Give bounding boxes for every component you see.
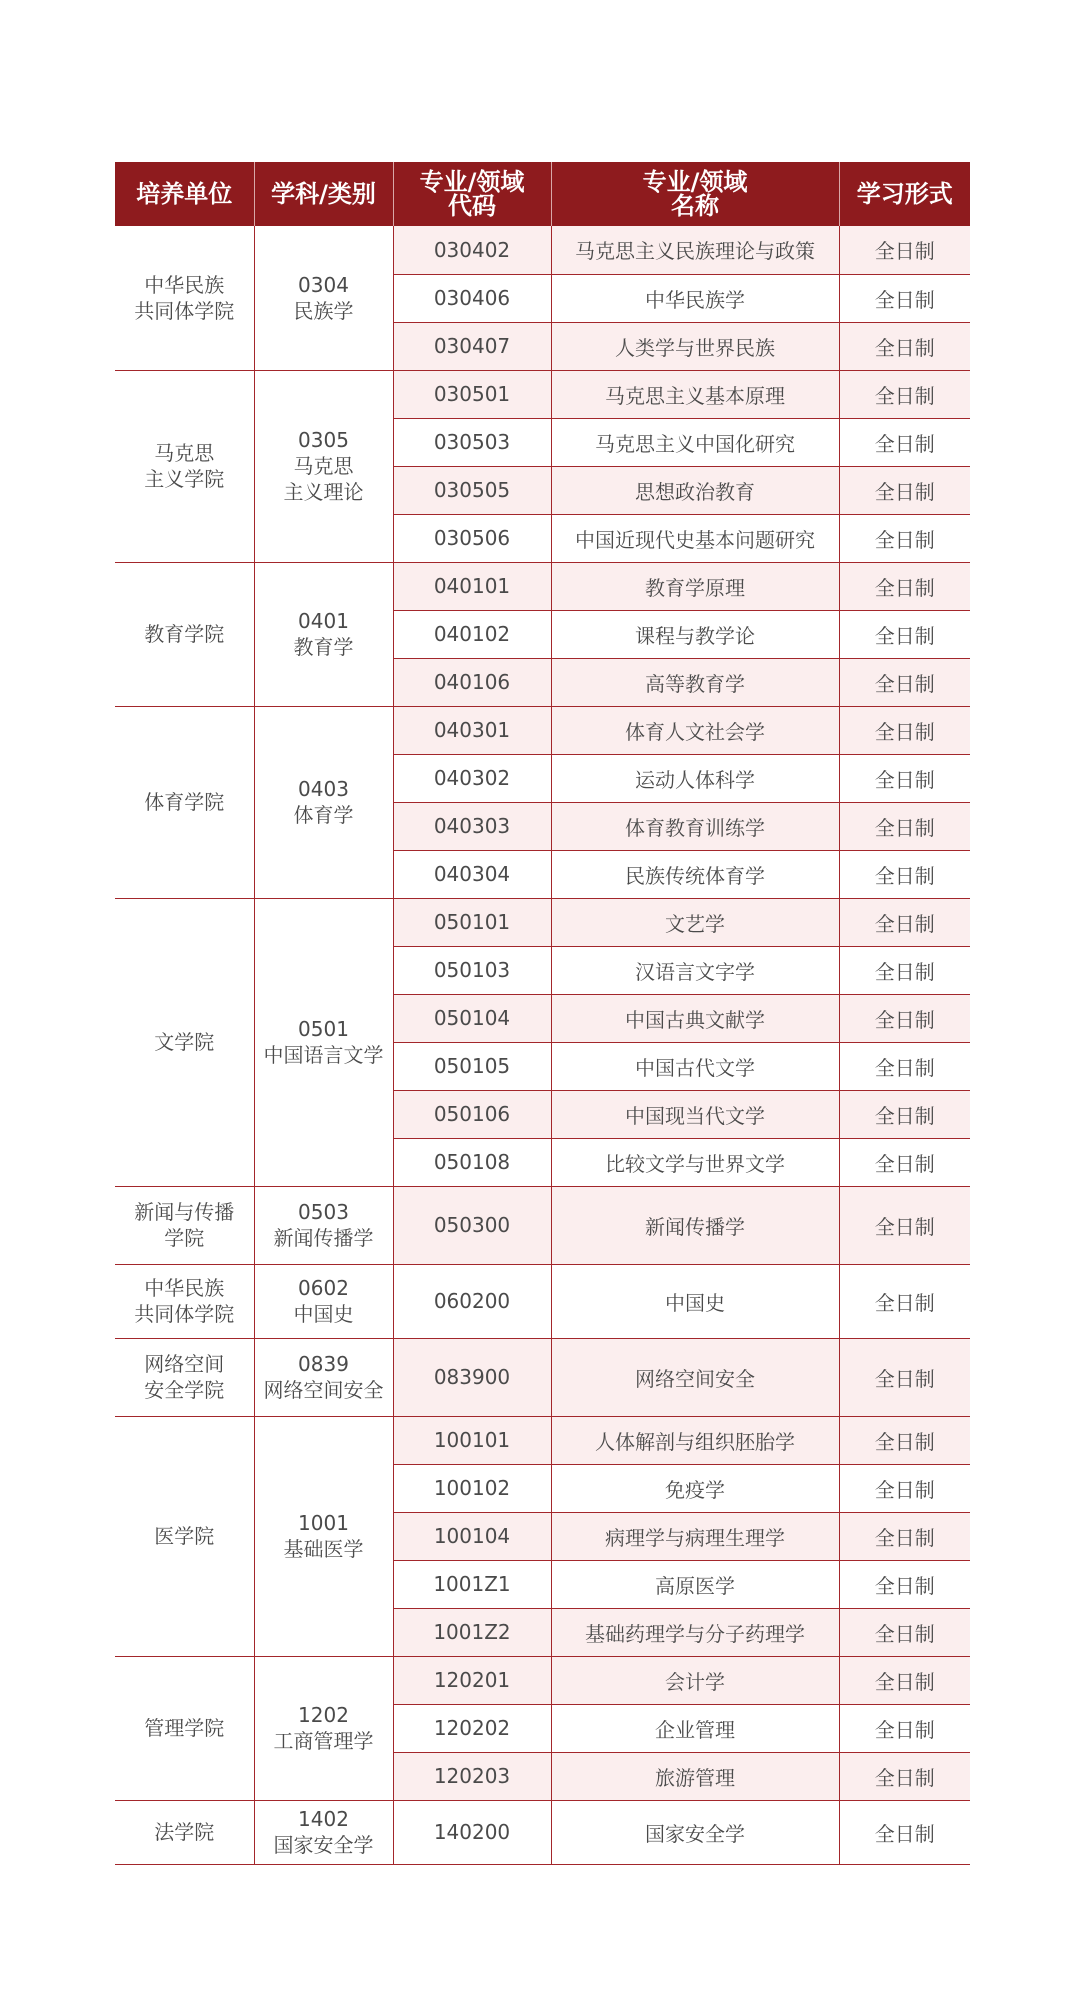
table-row (115, 370, 970, 418)
code-cell: 120201 (393, 1656, 551, 1704)
mode-cell: 全日制 (839, 1560, 970, 1608)
discipline-cell (254, 898, 393, 1186)
mode-cell: 全日制 (839, 1752, 970, 1800)
discipline-text: 0839 网络空间安全 (263, 1352, 384, 1402)
mode-cell: 全日制 (839, 1656, 970, 1704)
code-cell: 140200 (393, 1800, 551, 1864)
mode-cell: 全日制 (839, 802, 970, 850)
mode-cell: 全日制 (839, 994, 970, 1042)
mode-cell: 全日制 (839, 946, 970, 994)
code-cell: 1001Z1 (393, 1560, 551, 1608)
code-cell: 040304 (393, 850, 551, 898)
discipline-text: 0602 中国史 (293, 1276, 354, 1326)
discipline-cell (254, 1800, 393, 1864)
discipline-text: 0503 新闻传播学 (273, 1200, 374, 1250)
name-cell: 体育人文社会学 (551, 706, 839, 754)
name-cell: 马克思主义民族理论与政策 (551, 226, 839, 274)
name-cell: 汉语言文字学 (551, 946, 839, 994)
code-cell: 040101 (393, 562, 551, 610)
name-cell: 人体解剖与组织胚胎学 (551, 1416, 839, 1464)
discipline-cell (254, 226, 393, 370)
discipline-text: 0501 中国语言文学 (263, 1017, 384, 1067)
name-cell: 企业管理 (551, 1704, 839, 1752)
code-cell: 050101 (393, 898, 551, 946)
unit-text: 体育学院 (144, 790, 225, 814)
unit-text: 中华民族 共同体学院 (134, 1276, 235, 1326)
mode-cell: 全日制 (839, 1512, 970, 1560)
discipline-text: 1402 国家安全学 (273, 1807, 374, 1857)
name-cell: 文艺学 (551, 898, 839, 946)
code-cell: 040106 (393, 658, 551, 706)
name-cell: 高等教育学 (551, 658, 839, 706)
discipline-cell (254, 1656, 393, 1800)
table-row (115, 1800, 970, 1864)
name-cell: 教育学原理 (551, 562, 839, 610)
unit-cell (115, 1338, 254, 1416)
code-cell: 030505 (393, 466, 551, 514)
name-cell: 基础药理学与分子药理学 (551, 1608, 839, 1656)
name-cell: 中国古代文学 (551, 1042, 839, 1090)
code-cell: 040303 (393, 802, 551, 850)
mode-cell: 全日制 (839, 418, 970, 466)
code-cell: 060200 (393, 1264, 551, 1338)
table-row (115, 226, 970, 274)
unit-cell (115, 370, 254, 562)
name-cell: 思想政治教育 (551, 466, 839, 514)
header-discipline: 学科/类别 (254, 162, 393, 226)
table-row (115, 562, 970, 610)
name-cell: 国家安全学 (551, 1800, 839, 1864)
code-cell: 050108 (393, 1138, 551, 1186)
code-cell: 120202 (393, 1704, 551, 1752)
table-body (115, 226, 970, 1864)
code-cell: 030407 (393, 322, 551, 370)
name-cell: 中华民族学 (551, 274, 839, 322)
code-cell: 050104 (393, 994, 551, 1042)
name-cell: 马克思主义基本原理 (551, 370, 839, 418)
discipline-cell (254, 706, 393, 898)
mode-cell: 全日制 (839, 754, 970, 802)
header-unit: 培养单位 (115, 162, 254, 226)
mode-cell: 全日制 (839, 1608, 970, 1656)
mode-cell: 全日制 (839, 466, 970, 514)
mode-cell: 全日制 (839, 706, 970, 754)
mode-cell: 全日制 (839, 1416, 970, 1464)
discipline-cell (254, 562, 393, 706)
mode-cell: 全日制 (839, 610, 970, 658)
code-cell: 050103 (393, 946, 551, 994)
header-name: 专业/领域 名称 (551, 162, 839, 226)
name-cell: 新闻传播学 (551, 1186, 839, 1264)
name-cell: 体育教育训练学 (551, 802, 839, 850)
name-cell: 免疫学 (551, 1464, 839, 1512)
code-cell: 100102 (393, 1464, 551, 1512)
mode-cell: 全日制 (839, 370, 970, 418)
name-cell: 旅游管理 (551, 1752, 839, 1800)
unit-cell (115, 1416, 254, 1656)
discipline-text: 0401 教育学 (293, 609, 354, 659)
mode-cell: 全日制 (839, 1338, 970, 1416)
mode-cell: 全日制 (839, 1264, 970, 1338)
discipline-text: 0304 民族学 (293, 272, 354, 323)
code-cell: 040301 (393, 706, 551, 754)
name-cell: 课程与教学论 (551, 610, 839, 658)
mode-cell: 全日制 (839, 1800, 970, 1864)
table-row (115, 1186, 970, 1264)
table-row (115, 898, 970, 946)
code-cell: 1001Z2 (393, 1608, 551, 1656)
unit-text: 中华民族 共同体学院 (134, 272, 235, 323)
code-cell: 083900 (393, 1338, 551, 1416)
name-cell: 马克思主义中国化研究 (551, 418, 839, 466)
unit-text: 新闻与传播 学院 (134, 1200, 235, 1250)
unit-text: 管理学院 (144, 1716, 225, 1740)
header-mode: 学习形式 (839, 162, 970, 226)
code-cell: 050106 (393, 1090, 551, 1138)
code-cell: 050300 (393, 1186, 551, 1264)
unit-cell (115, 562, 254, 706)
discipline-text: 0305 马克思 主义理论 (283, 428, 364, 504)
code-cell: 030503 (393, 418, 551, 466)
code-cell: 120203 (393, 1752, 551, 1800)
mode-cell: 全日制 (839, 1186, 970, 1264)
mode-cell: 全日制 (839, 1138, 970, 1186)
programs-table (115, 162, 970, 1865)
name-cell: 民族传统体育学 (551, 850, 839, 898)
unit-text: 马克思 主义学院 (144, 441, 225, 491)
discipline-text: 0403 体育学 (293, 777, 354, 827)
table-row (115, 1416, 970, 1464)
code-cell: 040102 (393, 610, 551, 658)
name-cell: 比较文学与世界文学 (551, 1138, 839, 1186)
name-cell: 高原医学 (551, 1560, 839, 1608)
unit-text: 网络空间 安全学院 (144, 1352, 225, 1402)
code-cell: 030406 (393, 274, 551, 322)
name-cell: 病理学与病理生理学 (551, 1512, 839, 1560)
unit-text: 文学院 (154, 1030, 215, 1054)
mode-cell: 全日制 (839, 226, 970, 274)
mode-cell: 全日制 (839, 898, 970, 946)
code-cell: 030402 (393, 226, 551, 274)
unit-cell (115, 1800, 254, 1864)
name-cell: 中国史 (551, 1264, 839, 1338)
discipline-text: 1001 基础医学 (283, 1511, 364, 1561)
discipline-cell (254, 1186, 393, 1264)
code-cell: 050105 (393, 1042, 551, 1090)
mode-cell: 全日制 (839, 1090, 970, 1138)
table-header-row (115, 162, 970, 226)
table-row (115, 706, 970, 754)
mode-cell: 全日制 (839, 1704, 970, 1752)
unit-cell (115, 1186, 254, 1264)
unit-cell (115, 226, 254, 370)
code-cell: 030501 (393, 370, 551, 418)
name-cell: 中国近现代史基本问题研究 (551, 514, 839, 562)
mode-cell: 全日制 (839, 322, 970, 370)
mode-cell: 全日制 (839, 562, 970, 610)
name-cell: 网络空间安全 (551, 1338, 839, 1416)
mode-cell: 全日制 (839, 1042, 970, 1090)
mode-cell: 全日制 (839, 514, 970, 562)
discipline-text: 1202 工商管理学 (273, 1703, 374, 1753)
table-row (115, 1338, 970, 1416)
name-cell: 中国古典文献学 (551, 994, 839, 1042)
name-cell: 人类学与世界民族 (551, 322, 839, 370)
code-cell: 030506 (393, 514, 551, 562)
discipline-cell (254, 370, 393, 562)
unit-text: 教育学院 (144, 622, 225, 646)
unit-cell (115, 898, 254, 1186)
name-cell: 会计学 (551, 1656, 839, 1704)
unit-text: 法学院 (154, 1820, 215, 1844)
mode-cell: 全日制 (839, 850, 970, 898)
code-cell: 100104 (393, 1512, 551, 1560)
table-row (115, 1264, 970, 1338)
mode-cell: 全日制 (839, 274, 970, 322)
unit-cell (115, 1656, 254, 1800)
discipline-cell (254, 1416, 393, 1656)
code-cell: 100101 (393, 1416, 551, 1464)
table-row (115, 1656, 970, 1704)
mode-cell: 全日制 (839, 658, 970, 706)
unit-text: 医学院 (154, 1524, 215, 1548)
discipline-cell (254, 1338, 393, 1416)
name-cell: 运动人体科学 (551, 754, 839, 802)
unit-cell (115, 1264, 254, 1338)
unit-cell (115, 706, 254, 898)
mode-cell: 全日制 (839, 1464, 970, 1512)
discipline-cell (254, 1264, 393, 1338)
name-cell: 中国现当代文学 (551, 1090, 839, 1138)
code-cell: 040302 (393, 754, 551, 802)
header-code: 专业/领域 代码 (393, 162, 551, 226)
